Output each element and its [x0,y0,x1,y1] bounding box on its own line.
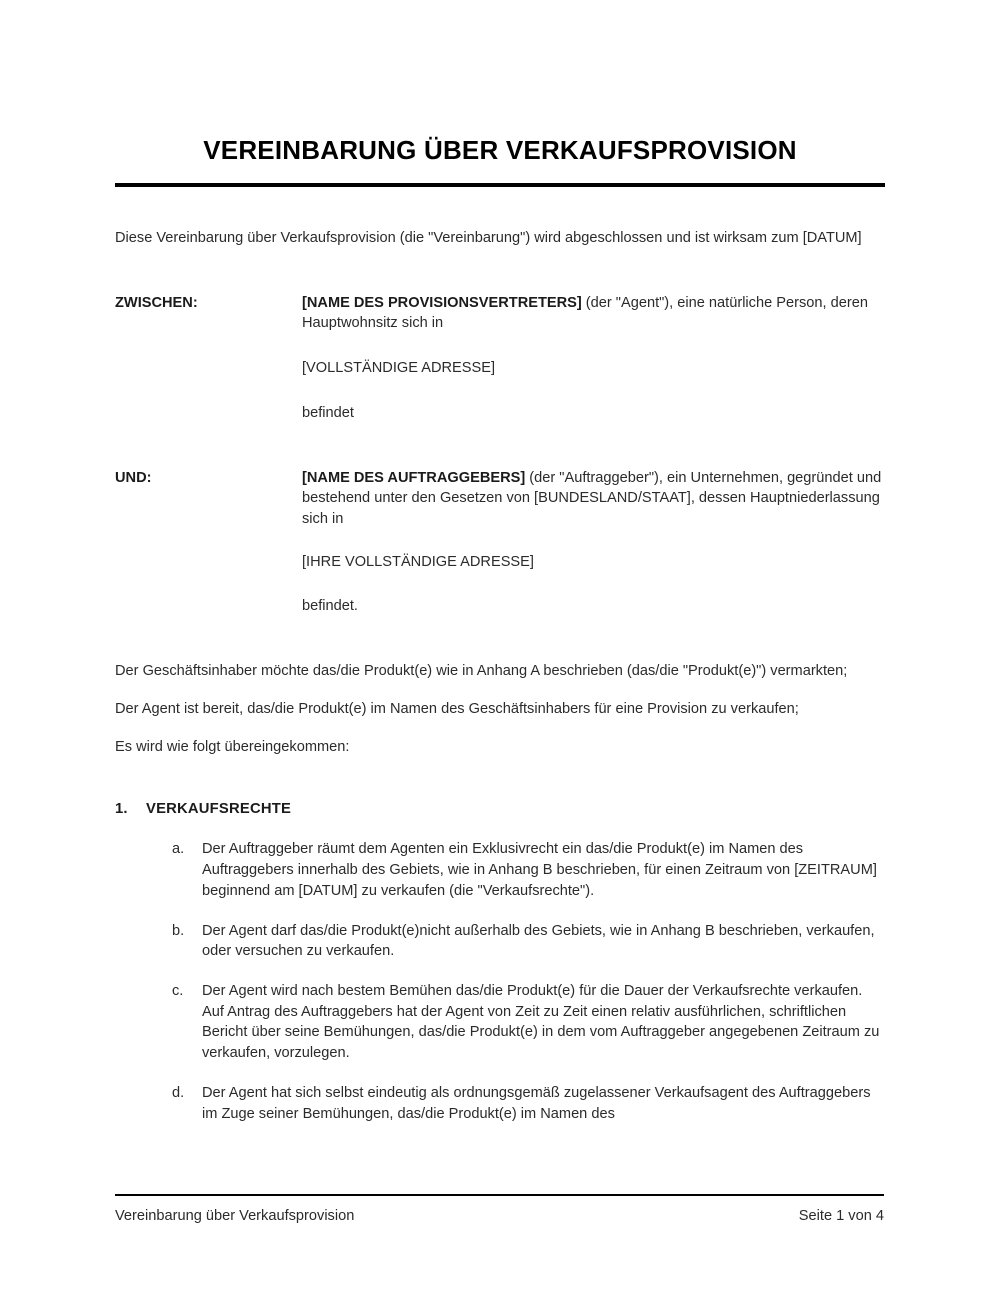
intro-paragraph: Diese Vereinbarung über Verkaufsprovision (die "Vereinbarung") wird abgeschlossen und ist wirksam zum [DATUM] [115,230,862,246]
footer-divider [115,1194,884,1196]
party-and-description: (der "Auftraggeber"), ein Unternehmen, gegründet und bestehend unter den Gesetzen von [BUNDESLAND/STAAT], dessen Hauptniederlassung sich in [302,469,882,528]
section-heading-verkaufsrechte [115,801,885,817]
party-and-closing: befindet. [302,598,358,615]
party-between-label: ZWISCHEN: [115,294,198,311]
list-item [115,921,885,962]
spacer [115,617,885,661]
spacer [115,249,885,293]
spacer [115,757,885,801]
list-item-text: Der Agent hat sich selbst eindeutig als ordnungsgemäß zugelassener Verkaufsagent des Auftraggebers im Zuge seiner Bemühungen, das/die Produkt(e) im Namen des [202,1084,871,1122]
party-and-address: [IHRE VOLLSTÄNDIGE ADRESSE] [302,553,534,570]
party-and-intro-line [302,468,885,530]
section-title: VERKAUFSRECHTE [146,801,292,818]
section-1-list [115,839,885,1124]
party-and [115,468,885,618]
party-between-intro-line [302,293,885,334]
party-and-body [302,468,885,618]
list-item [115,1083,885,1124]
commission-agent-name-placeholder: [NAME DES PROVISIONSVERTRETERS] [302,294,582,311]
recital-3: Es wird wie folgt übereingekommen: [115,738,350,755]
recital-1: Der Geschäftsinhaber möchte das/die Produkt(e) wie in Anhang A beschrieben (das/die "Produkt(e)") vermarkten; [115,663,848,680]
list-item [115,981,885,1064]
party-between-description: (der "Agent"), eine natürliche Person, deren Hauptwohnsitz sich in [302,294,868,332]
page-footer [115,1208,884,1224]
list-item-marker: a. [172,841,185,858]
party-between-closing: befindet [302,404,354,421]
footer-document-name: Vereinbarung über Verkaufsprovision [115,1208,355,1224]
party-between-address: [VOLLSTÄNDIGE ADRESSE] [302,360,496,377]
principal-name-placeholder: [NAME DES AUFTRAGGEBERS] [302,469,526,486]
footer-page-number: Seite 1 von 4 [798,1208,884,1224]
party-between [115,293,885,424]
page-title: VEREINBARUNG ÜBER VERKAUFSPROVISION [203,135,797,165]
spacer [115,424,885,468]
list-item-marker: b. [172,922,185,939]
list-item-text: Der Agent wird nach bestem Bemühen das/die Produkt(e) für die Dauer der Verkaufsrechte verkaufen. Auf Antrag des Auftraggebers hat der Agent von Zeit zu Zeit einen relativ ausführlichen, schriftlichen Bericht über seine Bemühungen, das/die Produkt(e) in dem vom Auftraggeber angegebenen Zeitraum zu verkaufen, vorzulegen. [202,982,880,1062]
document-body [115,228,885,1124]
list-item-marker: d. [172,1084,185,1101]
list-item-text: Der Auftraggeber räumt dem Agenten ein Exklusivrecht ein das/die Produkt(e) im Namen des Auftraggebers innerhalb des Gebiets, wie in Anhang B beschrieben, für einen Zeitraum von [ZEITRAUM] beginnend am [DATUM] zu verkaufen (die "Verkaufsrechte"). [202,841,877,899]
title-divider [115,183,885,187]
list-item-text: Der Agent darf das/die Produkt(e)nicht außerhalb des Gebiets, wie in Anhang B beschrieben, verkaufen, oder versuchen zu verkaufen. [202,922,875,960]
list-item [115,839,885,901]
party-and-label: UND: [115,469,152,486]
party-between-body [302,293,885,424]
section-number: 1. [115,801,128,818]
list-item-marker: c. [172,982,184,999]
recital-2: Der Agent ist bereit, das/die Produkt(e) im Namen des Geschäftsinhabers für eine Provision zu verkaufen; [115,700,799,717]
